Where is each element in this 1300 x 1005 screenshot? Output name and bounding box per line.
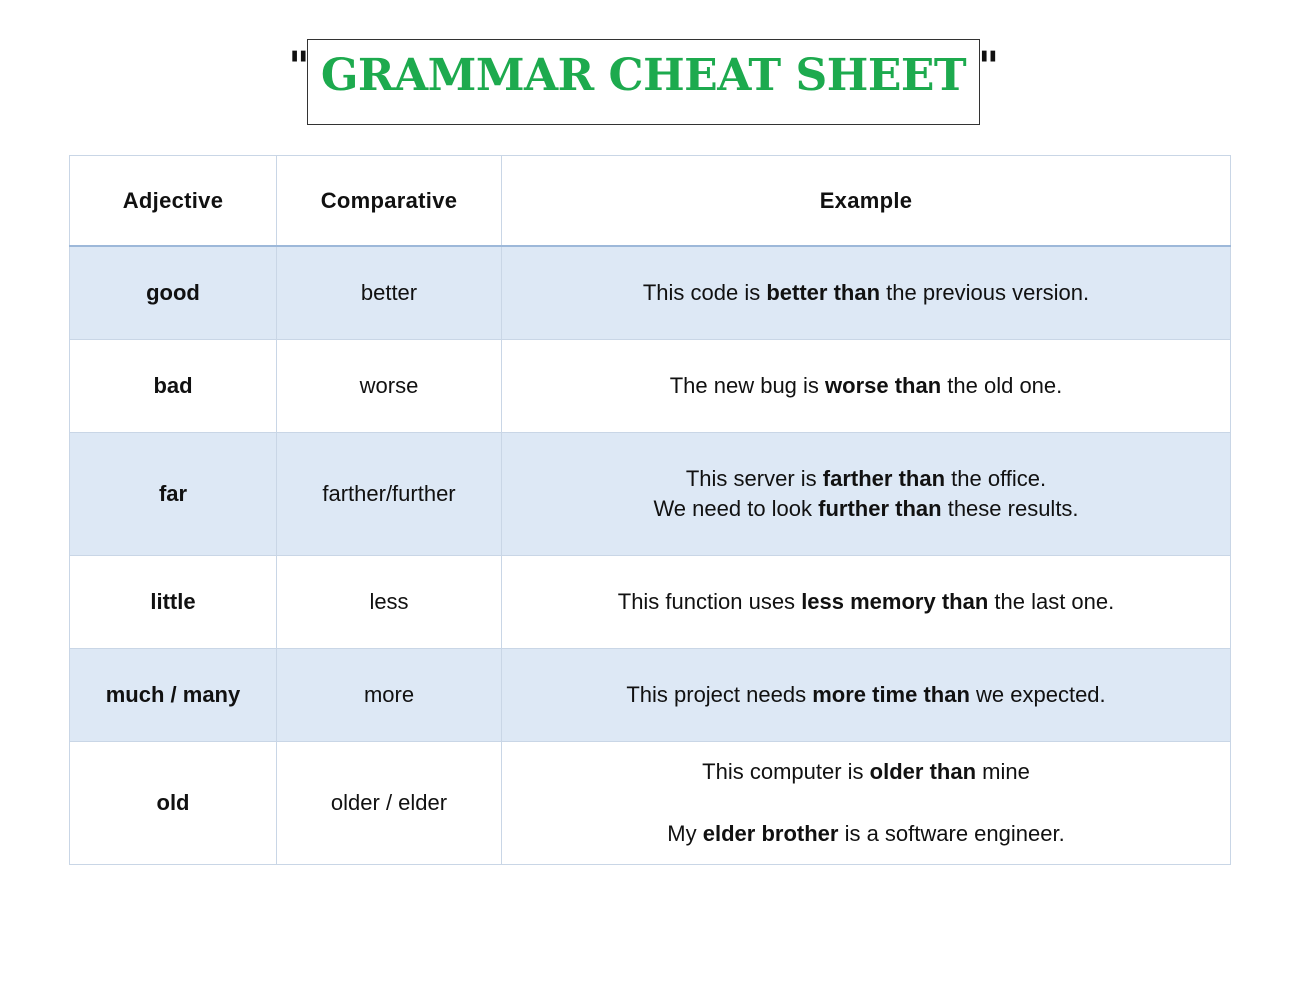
table-row [70, 649, 1231, 742]
comparative-cell: older / elder [277, 742, 502, 865]
example-sentence [502, 587, 1230, 617]
example-sentence [502, 757, 1230, 787]
example-sentence [502, 494, 1230, 524]
example-cell [502, 340, 1231, 433]
example-cell [502, 246, 1231, 340]
header-comparative: Comparative [277, 156, 502, 247]
example-text: is a software engineer. [838, 821, 1065, 846]
comparative-cell: farther/further [277, 433, 502, 556]
page-title [288, 43, 999, 105]
example-sentence [502, 278, 1230, 308]
example-text: This function uses [617, 589, 802, 614]
table-header-row [70, 156, 1231, 247]
example-sentence [502, 371, 1230, 401]
line-gap [502, 787, 1230, 819]
example-text: the old one. [941, 373, 1063, 398]
example-cell [502, 556, 1231, 649]
header-example: Example [502, 156, 1231, 247]
table-row [70, 742, 1231, 865]
adjective-cell: good [70, 246, 277, 340]
example-text: the previous version. [880, 280, 1090, 305]
adjective-cell: much / many [70, 649, 277, 742]
example-highlight: better than [766, 280, 881, 305]
example-text: these results. [941, 496, 1079, 521]
comparative-cell: less [277, 556, 502, 649]
example-text: the office. [945, 466, 1047, 491]
example-text: This server is [685, 466, 823, 491]
comparative-cell: better [277, 246, 502, 340]
example-highlight: further than [818, 496, 942, 521]
table-row [70, 246, 1231, 340]
example-cell [502, 742, 1231, 865]
example-text: The new bug is [669, 373, 826, 398]
adjective-cell: old [70, 742, 277, 865]
title-text: GRAMMAR CHEAT SHEET [320, 50, 967, 101]
title-open-quote: " [288, 43, 309, 90]
adjective-cell: far [70, 433, 277, 556]
example-text: We need to look [653, 496, 819, 521]
adjective-cell: little [70, 556, 277, 649]
example-sentence [502, 819, 1230, 849]
example-text: My [667, 821, 703, 846]
example-sentence [502, 464, 1230, 494]
example-text: This computer is [702, 759, 870, 784]
example-highlight: less memory than [801, 589, 989, 614]
example-highlight: elder brother [702, 821, 839, 846]
example-text: This project needs [626, 682, 813, 707]
adjective-cell: bad [70, 340, 277, 433]
example-cell [502, 433, 1231, 556]
title-close-quote: " [978, 43, 999, 90]
example-cell [502, 649, 1231, 742]
example-text: the last one. [988, 589, 1115, 614]
example-highlight: farther than [822, 466, 946, 491]
title-box [288, 39, 999, 125]
table-row [70, 556, 1231, 649]
comparative-cell: worse [277, 340, 502, 433]
example-text: This code is [642, 280, 767, 305]
example-highlight: worse than [825, 373, 942, 398]
example-sentence [502, 680, 1230, 710]
table-row [70, 340, 1231, 433]
comparative-cell: more [277, 649, 502, 742]
example-highlight: more time than [812, 682, 970, 707]
header-adjective: Adjective [70, 156, 277, 247]
table-row [70, 433, 1231, 556]
example-text: mine [976, 759, 1030, 784]
grammar-table [69, 155, 1231, 865]
example-text: we expected. [969, 682, 1106, 707]
example-highlight: older than [869, 759, 977, 784]
